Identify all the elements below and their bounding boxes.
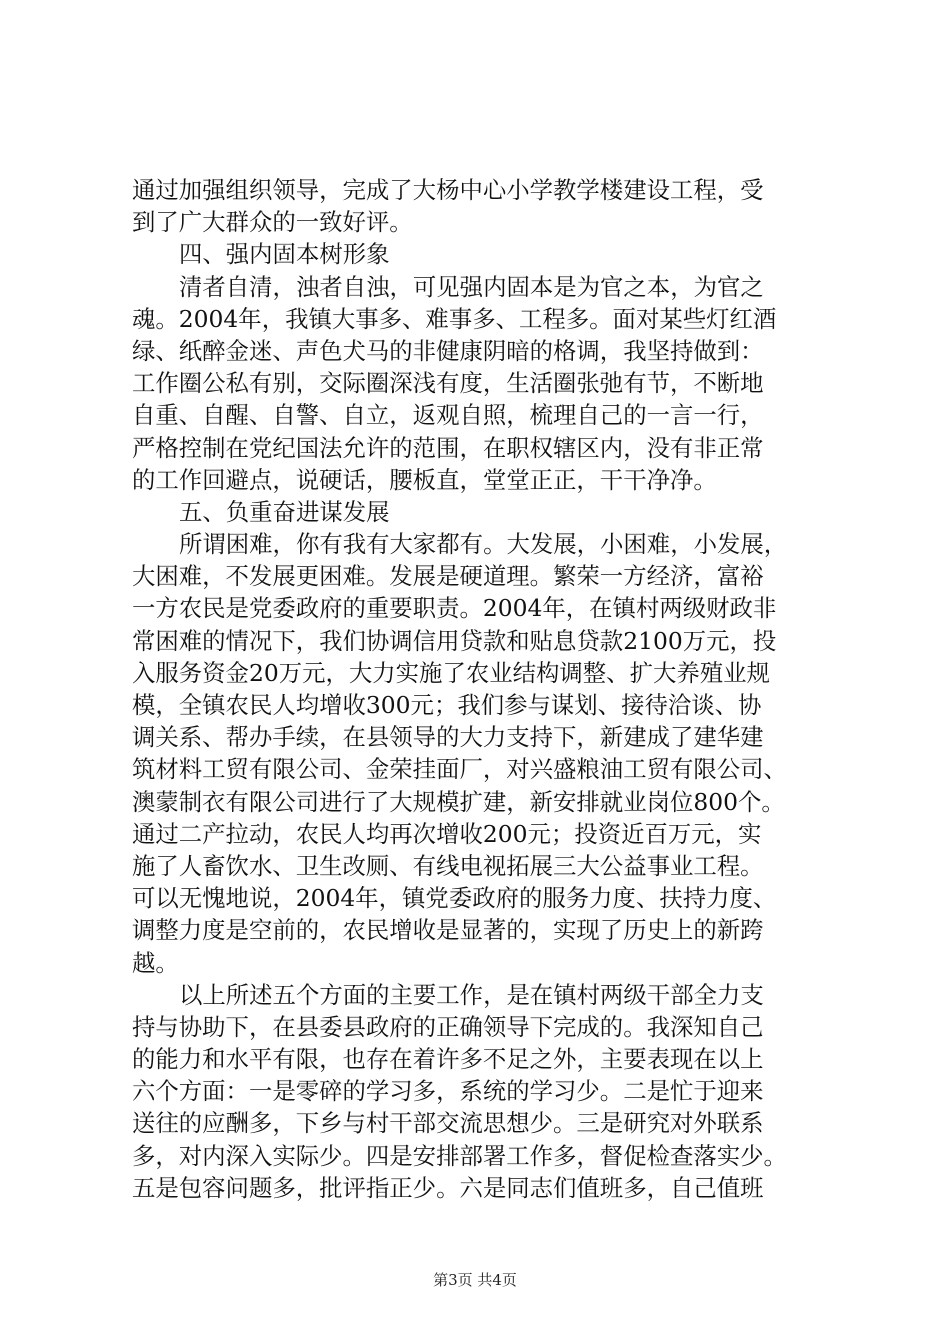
text-line: 持与协助下，在县委县政府的正确领导下完成的。我深知自己 xyxy=(132,1012,764,1041)
text-line: 通过二产拉动，农民人均再次增收200元；投资近百万元，实 xyxy=(132,819,762,848)
text-line: 一方农民是党委政府的重要职责。2004年，在镇村两级财政非 xyxy=(132,594,777,623)
text-line: 到了广大群众的一致好评。 xyxy=(132,208,413,237)
text-line: 魂。2004年，我镇大事多、难事多、工程多。面对某些灯红酒 xyxy=(132,304,777,333)
text-line: 多，对内深入实际少。四是安排部署工作多，督促检查落实少。 xyxy=(132,1141,787,1170)
text-line: 筑材料工贸有限公司、金荣挂面厂，对兴盛粮油工贸有限公司、 xyxy=(132,755,787,784)
text-line: 所谓困难，你有我有大家都有。大发展，小困难，小发展， xyxy=(179,530,788,559)
text-line: 的能力和水平有限，也存在着许多不足之外，主要表现在以上 xyxy=(132,1045,764,1074)
text-line: 模，全镇农民人均增收300元；我们参与谋划、接待洽谈、协 xyxy=(132,691,762,719)
text-line: 自重、自醒、自警、自立，返观自照，梳理自己的一言一行， xyxy=(132,401,764,430)
document-body xyxy=(132,174,832,1204)
text-line: 四、强内固本树形象 xyxy=(179,240,390,269)
text-line: 入服务资金20万元，大力实施了农业结构调整、扩大养殖业规 xyxy=(132,658,770,687)
text-line: 以上所述五个方面的主要工作，是在镇村两级干部全力支 xyxy=(179,980,764,1009)
text-line: 严格控制在党纪国法允许的范围，在职权辖区内，没有非正常 xyxy=(132,433,764,462)
text-line: 通过加强组织领导，完成了大杨中心小学教学楼建设工程，受 xyxy=(132,176,764,204)
text-line: 大困难，不发展更困难。发展是硬道理。繁荣一方经济，富裕 xyxy=(132,562,764,591)
text-line: 施了人畜饮水、卫生改厕、有线电视拓展三大公益事业工程。 xyxy=(132,851,764,880)
text-line: 工作圈公私有别，交际圈深浅有度，生活圈张弛有节，不断地 xyxy=(132,369,764,398)
text-line: 澳蒙制衣有限公司进行了大规模扩建，新安排就业岗位800个。 xyxy=(132,787,785,816)
text-line: 清者自清，浊者自浊，可见强内固本是为官之本，为官之 xyxy=(179,272,764,301)
page-footer: 第3页 共4页 xyxy=(433,1271,517,1289)
text-line: 的工作回避点，说硬话，腰板直，堂堂正正，干干净净。 xyxy=(132,465,717,494)
text-line: 六个方面：一是零碎的学习多，系统的学习少。二是忙于迎来 xyxy=(132,1077,764,1106)
text-line: 调关系、帮办手续，在县领导的大力支持下，新建成了建华建 xyxy=(132,723,764,752)
text-line: 五、负重奋进谋发展 xyxy=(179,497,390,526)
text-line: 五是包容问题多，批评指正少。六是同志们值班多，自己值班 xyxy=(132,1173,764,1202)
text-line: 越。 xyxy=(132,948,179,977)
text-line: 调整力度是空前的，农民增收是显著的，实现了历史上的新跨 xyxy=(132,916,764,945)
text-line: 绿、纸醉金迷、声色犬马的非健康阴暗的格调，我坚持做到： xyxy=(132,336,764,365)
text-line: 送往的应酬多，下乡与村干部交流思想少。三是研究对外联系 xyxy=(132,1109,764,1138)
text-line: 常困难的情况下，我们协调信用贷款和贴息贷款2100万元，投 xyxy=(132,626,777,655)
text-line: 可以无愧地说，2004年，镇党委政府的服务力度、扶持力度、 xyxy=(132,884,777,913)
